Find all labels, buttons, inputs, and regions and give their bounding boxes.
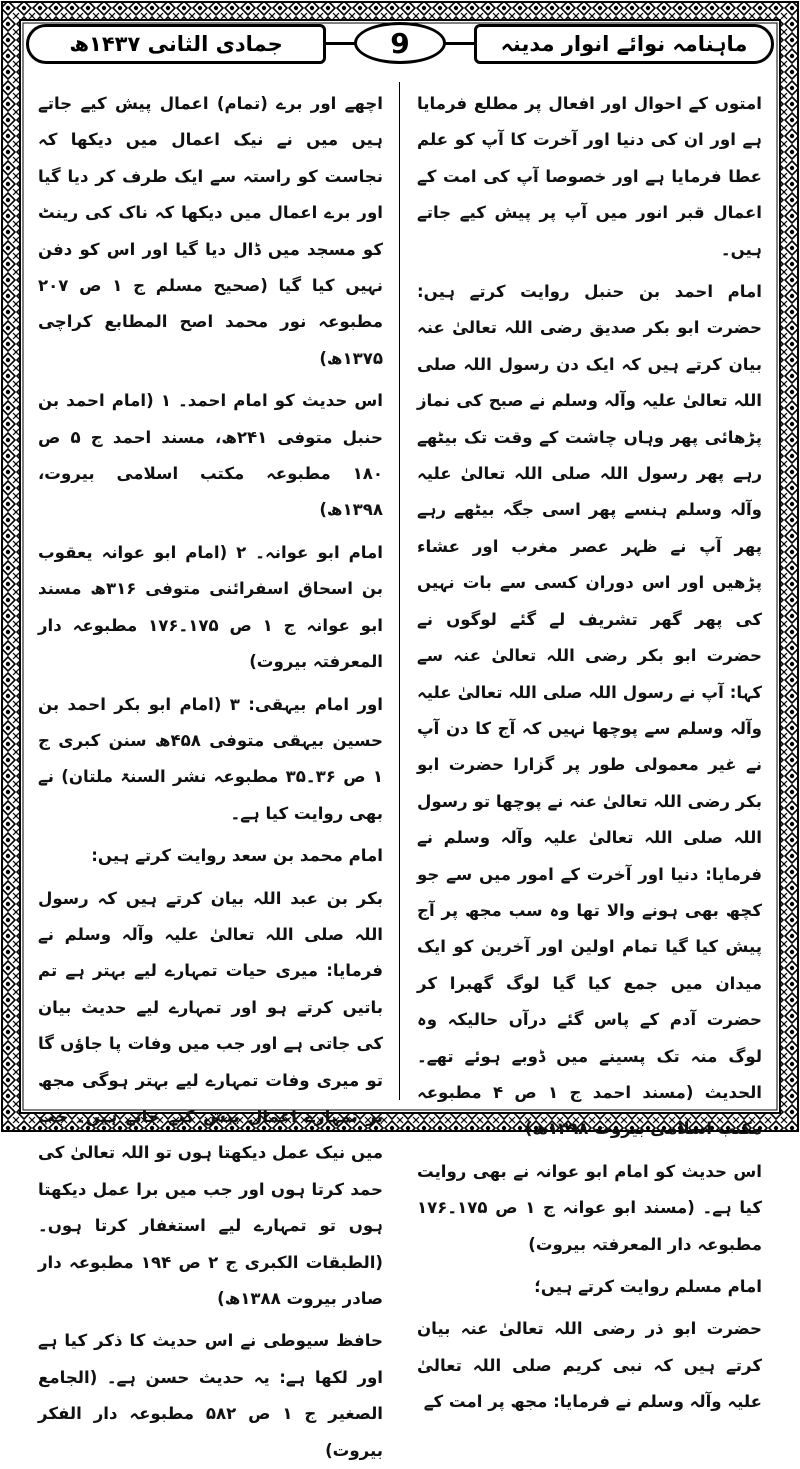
paragraph: حافظ سیوطی نے اس حدیث کا ذکر کیا ہے اور لکھا ہے: یہ حدیث حسن ہے۔ (الجامع الصغیر ج ۱ ص ۵۸۲ مطبوعہ دار الفکر بیروت) — [38, 1331, 383, 1460]
paragraph: حضرت ابو ذر رضی اللہ تعالیٰ عنہ بیان کرتے ہیں کہ نبی کریم صلی اللہ تعالیٰ علیہ وآلہ وسلم نے فرمایا: مجھ پر امت کے — [417, 1319, 762, 1412]
right-column — [417, 86, 762, 1412]
magazine-title: ماہنامہ نوائے انوار مدینہ — [474, 24, 774, 64]
paragraph: اور امام بیہقی: ۳ (امام ابو بکر احمد بن حسین بیہقی متوفی ۴۵۸ھ سنن کبری ج ۱ ص ۳۶۔۳۵ مطبوعہ نشر السنۃ ملتان) نے بھی روایت کیا ہے۔ — [38, 694, 383, 823]
paragraph: امام مسلم روایت کرتے ہیں؛ — [534, 1277, 762, 1296]
page-header — [26, 24, 774, 66]
issue-date: جمادی الثانی ۱۴۳۷ھ — [26, 24, 326, 64]
column-divider — [399, 82, 400, 1100]
paragraph: بکر بن عبد اللہ بیان کرتے ہیں کہ رسول اللہ صلی اللہ تعالیٰ علیہ وآلہ وسلم نے فرمایا: میری حیات تمہارے لیے بہتر ہے تم باتیں کرتے ہو اور تمہارے لیے حدیث بیان کی جاتی ہے اور جب میں وفات پا جاؤں گا تو میری وفات تمہارے لیے بہتر ہوگی مجھ پر تمہارے اعمال پیش کیے جاتے ہیں۔ جب میں نیک عمل دیکھتا ہوں تو اللہ تعالیٰ کی حمد کرتا ہوں اور جب میں برا عمل دیکھتا ہوں تو تمہارے لیے استغفار کرتا ہوں۔ (الطبقات الکبری ج ۲ ص ۱۹۴ مطبوعہ دار صادر بیروت ۱۳۸۸ھ) — [38, 888, 384, 1308]
paragraph: امام احمد بن حنبل روایت کرتے ہیں: حضرت ابو بکر صدیق رضی اللہ تعالیٰ عنہ بیان کرتے ہیں کہ ایک دن رسول اللہ صلی اللہ تعالیٰ علیہ وآلہ وسلم نے صبح کی نماز پڑھائی پھر وہاں چاشت کے وقت تک بیٹھے رہے پھر رسول اللہ صلی اللہ تعالیٰ علیہ وآلہ وسلم ہنسے پھر اسی جگہ بیٹھے رہے پھر آپ نے ظہر عصر مغرب اور عشاء پڑھیں اور اس دوران کسی سے بات نہیں کی پھر گھر تشریف لے گئے لوگوں نے حضرت ابو بکر رضی اللہ تعالیٰ عنہ سے کہا: آپ نے رسول اللہ صلی اللہ تعالیٰ علیہ وآلہ وسلم سے پوچھا نہیں کہ آج کا دن آپ نے غیر معمولی طور پر گزارا حضرت ابو بکر رضی اللہ تعالیٰ عنہ نے پوچھا تو رسول اللہ صلی اللہ تعالیٰ علیہ وآلہ وسلم نے فرمایا: دنیا اور آخرت کے امور میں سے جو کچھ بھی ہونے والا تھا وہ سب مجھ پر آج پیش کیا گیا تمام اولین اور آخرین کو ایک میدان میں جمع کیا گیا لوگ گھبرا کر حضرت آدم کے پاس گئے درآں حالیکہ وہ لوگ منہ تک پسینے میں ڈوبے ہوئے تھے۔ الحدیث (مسند احمد ج ۱ ص ۴ مطبوعہ مکتب اسلامی بیروت ۱۳۹۸ھ) — [417, 282, 762, 1139]
paragraph: اس حدیث کو امام ابو عوانہ نے بھی روایت کیا ہے۔ (مسند ابو عوانہ ج ۱ ص ۱۷۵۔۱۷۶ مطبوعہ دار المعرفتہ بیروت) — [417, 1161, 762, 1254]
paragraph: امام محمد بن سعد روایت کرتے ہیں: — [91, 846, 383, 866]
paragraph: اس حدیث کو امام احمد۔ ۱ (امام احمد بن حنبل متوفی ۲۴۱ھ، مسند احمد ج ۵ ص ۱۸۰ مطبوعہ مکتب اسلامی بیروت، ۱۳۹۸ھ) — [38, 391, 383, 520]
paragraph: اچھے اور برے (تمام) اعمال پیش کیے جاتے ہیں میں نے نیک اعمال میں دیکھا کہ نجاست کو راستہ سے ایک طرف کر دیا گیا اور برے اعمال میں دیکھا کہ ناک کی رینٹ کو مسجد میں ڈال دیا گیا اور اس کو دفن نہیں کیا گیا (صحیح مسلم ج ۱ ص ۲۰۷ مطبوعہ نور محمد اصح المطابع کراچی ۱۳۷۵ھ) — [38, 94, 383, 368]
paragraph: امام ابو عوانہ۔ ۲ (امام ابو عوانہ یعقوب بن اسحاق اسفرائنی متوفی ۳۱۶ھ مسند ابو عوانہ ج ۱ ص ۱۷۵۔۱۷۶ مطبوعہ دار المعرفتہ بیروت) — [38, 542, 383, 672]
left-column — [38, 86, 384, 1460]
paragraph: امتوں کے احوال اور افعال پر مطلع فرمایا ہے اور ان کی دنیا اور آخرت کا آپ کو علم عطا فرمایا ہے اور خصوصا آپ کی امت کے اعمال قبر انور میں آپ پر پیش کیے جاتے ہیں۔ — [417, 94, 762, 259]
page-number: 9 — [354, 22, 446, 64]
